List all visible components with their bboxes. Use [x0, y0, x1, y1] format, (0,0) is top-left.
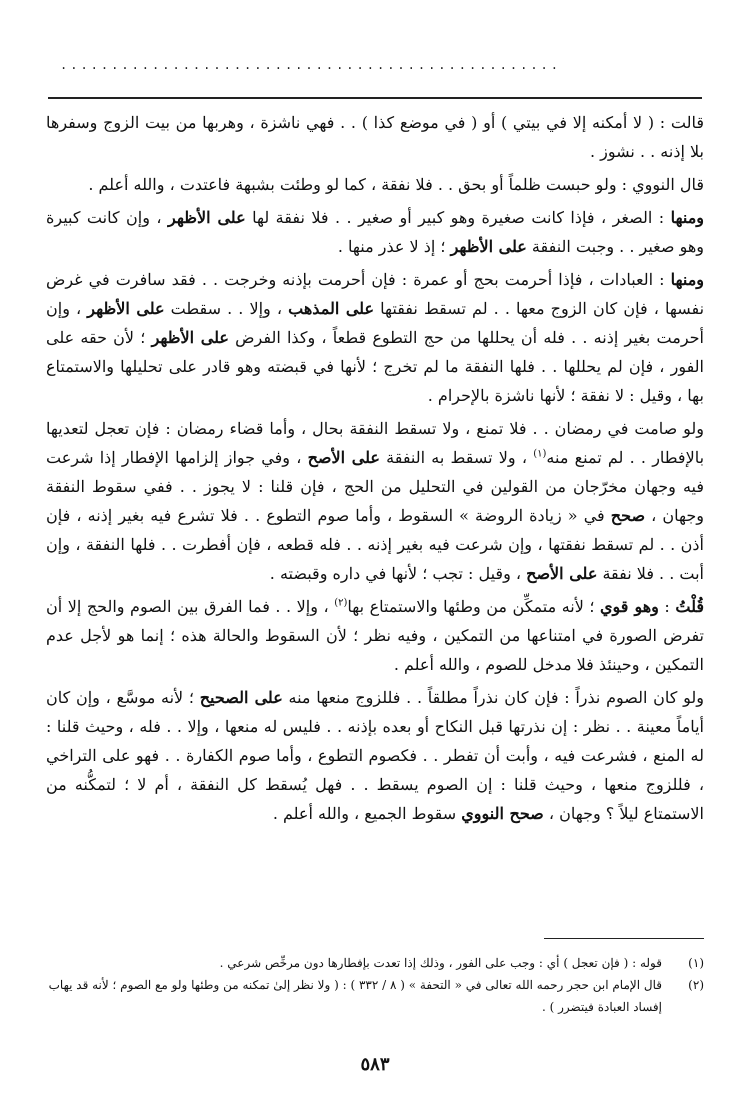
text-run: في « زيادة الروضة » السقوط ، وأما صوم التطوع . . فلا تشرع فيه بغير إذنه ، فإن أذن . . لم تسقط نفقتها ، وإن شرعت فيه بغير إذنه . . فله قطعه ، فإن أفطرت . . فلها النفقة ، وإن أبت . . فلا نفقة — [46, 506, 704, 583]
text-run: ، وإن كانت كبيرة وهو صغير . . وجبت النفقة — [46, 208, 704, 256]
paragraph-p2 — [46, 170, 704, 199]
text-run: سقوط الجميع ، والله أعلم . — [272, 804, 462, 823]
bold-term: صحح النووي — [461, 804, 544, 823]
bold-term: على الأصح — [307, 448, 380, 467]
bold-term: على الأظهر — [450, 237, 527, 256]
header-rule — [48, 97, 702, 99]
paragraph-p5 — [46, 414, 704, 588]
text-run: : — [658, 597, 676, 616]
paragraph-p7 — [46, 683, 704, 828]
footnote-ref: (٢) — [334, 597, 348, 609]
footnote-separator — [544, 938, 704, 939]
bold-term: على المذهب — [288, 299, 375, 318]
header-dotted-line: ................................................. — [60, 58, 562, 72]
paragraph-p6 — [46, 592, 704, 679]
text-run: : العبادات ، فإذا أحرمت بحج أو عمرة : فإن أحرمت بإذنه وخرجت . . فقد سافرت في غرض نفسها ، فإن كان الزوج معها . . لم تسقط نفقتها — [46, 270, 705, 318]
footnote-number: (٢) — [688, 978, 704, 992]
text-run: ؛ لأنه متمكِّن من وطئها والاستمتاع بها — [347, 597, 601, 616]
text-run: قالت : ( لا أمكنه إلا في بيتي ) أو ( في موضع كذا ) . . فهي ناشزة ، وهربها من بيت الزوج وسفرها بلا إذنه . . نشوز . — [46, 113, 704, 161]
bold-term: على الأظهر — [151, 328, 229, 347]
text-run: ولو كان الصوم نذراً : فإن كان نذراً مطلقاً . . فللزوج منعها منه — [282, 688, 705, 707]
text-run: ؛ إذ لا عذر منها . — [337, 237, 451, 256]
text-run: قال النووي : ولو حبست ظلماً أو بحق . . فلا نفقة ، كما لو وطئت بشبهة فاعتدت ، والله أعلم . — [88, 175, 704, 194]
qultu-marker: قُلْتُ — [675, 597, 705, 616]
bold-term: وهو قوي — [600, 597, 659, 616]
footnote — [46, 974, 704, 1018]
page-number: ٥٨٣ — [360, 1054, 390, 1075]
footnote-ref: (١) — [533, 448, 547, 460]
footnote — [46, 952, 704, 974]
text-run: ، وفي جواز إلزامها الإفطار إذا شرعت فيه وجهان مخرّجان من القولين في التحليل من الحج ، فإن قلنا : لا يجوز . . ففي سقوط النفقة وجهان ، — [46, 448, 705, 525]
text-run: : الصغر ، فإذا كانت صغيرة وهو كبير أو صغير . . فلا نفقة لها — [245, 208, 671, 227]
text-run: ، وإلا . . سقطت — [164, 299, 289, 318]
text-run: ، ولا تسقط به النفقة — [379, 448, 534, 467]
footnotes — [46, 952, 704, 1018]
footnote-text: قوله : ( فإن تعجل ) أي : وجب على الفور ، وذلك إذا تعدت بإفطارها دون مرخِّص شرعي . — [219, 956, 662, 970]
bold-term: ومنها — [670, 208, 704, 227]
body-text — [46, 108, 704, 832]
text-run: ؛ لأنه موسَّع ، وإن كان أياماً معينة . . نظر : إن نذرتها قبل النكاح أو بعده بإذنه . . فليس له منعها ، وإلا . . فله ، وحيث قلنا : له المنع ، فشرعت فيه ، وأبت أن تفطر . . فكصوم التطوع ، وأما صوم الكفارة . . فهو على التراخي ، فللزوج منعها ، وحيث قلنا : إن الصوم يسقط . . فهل يُسقط كل النفقة ، أم لا ؛ لتمكُّنه من الاستمتاع ليلاً ؟ وجهان ، — [46, 688, 705, 823]
footnote-text: قال الإمام ابن حجر رحمه الله تعالى في « التحفة » ( ٨ / ٣٣٢ ) : ( ولا نظر إلىٰ تمكنه من وطئها ولو مع الصوم ؛ لأنه قد يهاب إفساد العبادة فيتضرر ) . — [48, 978, 662, 1014]
bold-term: على الأصح — [526, 564, 598, 583]
text-run: ، وإن أحرمت بغير إذنه . . فله أن يحللها من حج التطوع قطعاً ، وكذا الفرض — [46, 299, 704, 347]
footnote-number: (١) — [688, 956, 704, 970]
bold-term: صحح — [610, 506, 646, 525]
paragraph-p3 — [46, 203, 704, 261]
text-run: ، وقيل : تجب ؛ لأنها في داره وقبضته . — [269, 564, 527, 583]
bold-term: على الأظهر — [168, 208, 246, 227]
bold-term: على الصحيح — [199, 688, 283, 707]
bold-term: ومنها — [670, 270, 704, 289]
paragraph-p4 — [46, 265, 704, 410]
text-run: ولو صامت في رمضان . . فلا تمنع ، ولا تسقط النفقة بحال ، وأما قضاء رمضان : فإن تعجل لتعديها بالإفطار . . لم تمنع منه — [46, 419, 705, 467]
bold-term: على الأظهر — [87, 299, 165, 318]
text-run: ، وإلا . . فما الفرق بين الصوم والحج إلا أن تفرض الصورة في امتناعها من التمكين ، وفيه نظر ؛ لأن السقوط والحالة هذه ؛ إنما هو لأجل عدم التمكين ، وحينئذ فلا مدخل للصوم ، والله أعلم . — [46, 597, 705, 674]
paragraph-p1 — [46, 108, 704, 166]
text-run: ؛ لأن حقه على الفور ، فإن لم يحللها . . فلها النفقة ما لم تخرج ؛ لأنها في قبضته وهو قادر على تحليلها والاستمتاع بها ، وقيل : لا نفقة ؛ لأنها ناشزة بالإحرام . — [46, 328, 704, 405]
